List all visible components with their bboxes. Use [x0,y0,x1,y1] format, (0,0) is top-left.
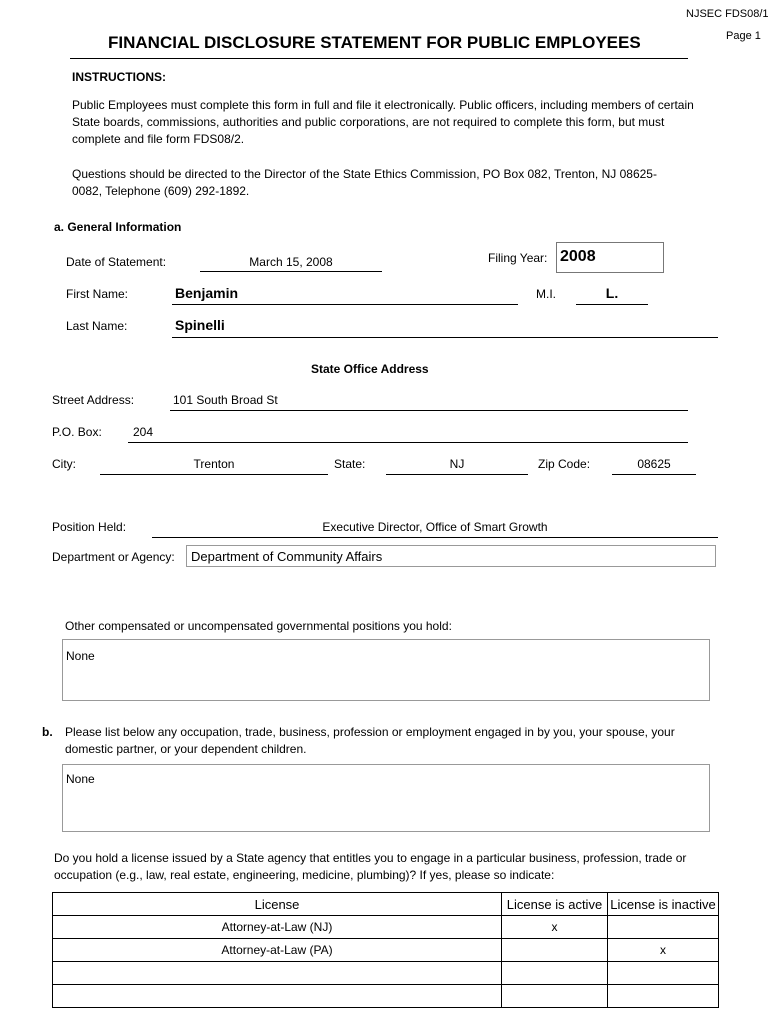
last-name-field[interactable]: Spinelli [175,317,225,333]
license-name-cell[interactable] [53,985,502,1008]
state-field[interactable]: NJ [449,457,465,471]
address-heading: State Office Address [311,362,429,376]
date-field[interactable]: March 15, 2008 [249,255,333,269]
general-info-heading: a. General Information [54,220,182,234]
table-row [53,962,719,985]
license-question: Do you hold a license issued by a State agency that entitles you to engage in a particular business, profession, trade or occupation (e.g., law, real estate, engineering, medicine, plumbing)? If yes, please so indicate: [54,851,687,882]
last-name-underline [172,337,718,338]
street-underline [170,410,688,411]
column-header-inactive: License is inactive [608,893,719,916]
license-name-cell[interactable]: Attorney-at-Law (PA) [53,939,502,962]
other-positions-label: Other compensated or uncompensated governmental positions you hold: [65,619,452,633]
section-b-question: Please list below any occupation, trade, business, profession or employment engaged in by you, your spouse, your domestic partner, or your dependent children. [65,725,675,756]
license-active-cell[interactable] [502,985,608,1008]
license-table-header [53,893,719,916]
page-label: Page [726,30,752,42]
po-box-label: P.O. Box: [52,425,102,439]
page-indicator [726,30,761,42]
zip-label: Zip Code: [538,457,591,471]
license-inactive-cell[interactable] [608,985,719,1008]
filing-year-value: 2008 [560,248,596,265]
license-inactive-cell[interactable]: x [608,939,719,962]
instructions-heading: INSTRUCTIONS: [72,70,166,84]
license-inactive-cell[interactable] [608,916,719,939]
table-row [53,985,719,1008]
zip-underline [612,474,696,475]
first-name-field[interactable]: Benjamin [175,285,239,301]
page-title: FINANCIAL DISCLOSURE STATEMENT FOR PUBLIC EMPLOYEES [108,33,641,52]
section-b-field[interactable] [62,764,710,832]
first-name-underline [172,304,518,305]
filing-year-field[interactable] [556,242,664,273]
mi-field[interactable]: L. [605,285,619,301]
street-field[interactable]: 101 South Broad St [173,393,278,407]
city-underline [100,474,328,475]
mi-underline [576,304,648,305]
position-field[interactable]: Executive Director, Office of Smart Growth [322,520,548,534]
position-underline [152,537,718,538]
zip-field[interactable]: 08625 [637,457,671,471]
other-positions-field[interactable] [62,639,710,701]
date-label: Date of Statement: [66,255,167,269]
table-row [53,939,719,962]
title-rule [70,58,688,59]
instructions-paragraph-1: Public Employees must complete this form in full and file it electronically. Public officers, including members of certain State boards, commissions, authorities and public corporations, are not required to complete this form, but must complete and file form FDS08/2. [72,98,694,146]
column-header-license: License [53,893,502,916]
state-label: State: [334,457,366,471]
license-name-cell[interactable] [53,962,502,985]
column-header-active: License is active [502,893,608,916]
license-active-cell[interactable] [502,962,608,985]
agency-field[interactable] [186,545,716,567]
other-positions-value: None [66,649,95,663]
section-b-value: None [66,772,95,786]
city-field[interactable]: Trenton [193,457,235,471]
license-inactive-cell[interactable] [608,962,719,985]
position-label: Position Held: [52,520,127,534]
po-box-field[interactable]: 204 [133,425,154,439]
po-box-underline [128,442,688,443]
license-table [52,892,719,1008]
date-underline [200,271,382,272]
first-name-label: First Name: [66,287,129,301]
license-name-cell[interactable]: Attorney-at-Law (NJ) [53,916,502,939]
license-active-cell[interactable] [502,939,608,962]
agency-label: Department or Agency: [52,550,175,564]
license-active-cell[interactable]: x [502,916,608,939]
mi-label: M.I. [536,287,556,301]
section-b-letter: b. [42,725,53,739]
street-label: Street Address: [52,393,135,407]
city-label: City: [52,457,76,471]
form-code: NJSEC FDS08/1 [686,8,769,20]
page-number: 1 [754,30,761,42]
instructions-paragraph-2: Questions should be directed to the Director of the State Ethics Commission, PO Box 082, Trenton, NJ 08625-0082, Telephone (609) 292-1892. [72,167,657,198]
agency-value: Department of Community Affairs [191,549,383,564]
filing-year-label: Filing Year: [488,251,548,265]
state-underline [386,474,528,475]
last-name-label: Last Name: [66,319,128,333]
table-row [53,916,719,939]
